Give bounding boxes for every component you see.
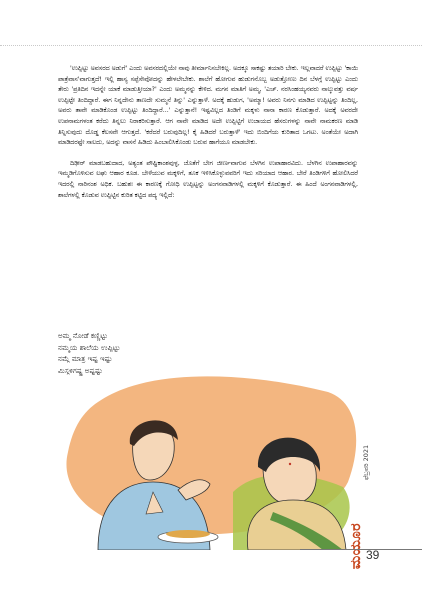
poem-line-4: ಮಿಸ್ಗಳಿಗಷ್ಟ್ರ ಅಷ್ಟಷ್ಟು <box>58 365 103 375</box>
page-number: 39 <box>366 548 380 562</box>
uppittu-food <box>166 530 210 538</box>
paragraph-2: ದಿಢೀರ್ ಮಾಡಬಹುದಾದ, ಅತ್ಯಂತ ಪೌಷ್ಟಿಕಾಂಶವುಳ್ಳ, ಜೊತೆಗೆ ಬೇಗ ಜೀರ್ಣವಾಗುವ ಬೆಳಗಿನ ಉಪಾಹಾರವಿದು. ಬೆಳಗಿನ ಉಪಾಹಾರವನ್ನು ಇಮ್ಮಡಿಗೊಳಿಸುವ ಲಘು ಆಹಾರ ಕೂಡ. ಬೇಳೆಯುವ ಮಕ್ಕಳಿಗೆ, ತೂಕ ಇಳಿಸಿಕೊಳ್ಳುವವರಿಗೆ ಇದು ಸರಿಯಾದ ಆಹಾರ. ಬೇರೆ ತಿಂಡಿಗಳಿಗೆ ಹೋಲಿಸಿದರೆ ಇದರಲ್ಲಿ ನಾರಿನಂಶ ಅಧಿಕ. ಬಹುಶಃ ಈ ಕಾರಣಕ್ಕೆ ಗೋಧಿ ಉಪ್ಪಿಟ್ಟನ್ನು ಅಂಗನವಾಡಿಗಳಲ್ಲಿ ಮಕ್ಕಳಿಗೆ ಕೊಡುತ್ತಾರೆ. ಈ ಹಿಂದೆ ಅಂಗನವಾಡಿಗಳಲ್ಲಿ, ಶಾಲೆಗಳಲ್ಲಿ ಕೊಡುವ ಉಪ್ಪಿಟ್ಟಿನ ಕುರಿತ ಕಟ್ಟಿದ ಪದ್ಯ ಇಲ್ಲಿದೆ: <box>58 159 358 199</box>
poem-line-1: ಅಮ್ಮ ನೋಡೆ ಕಣ್ಣಿಟ್ಟು <box>58 331 108 340</box>
poem-line-2: ನಮ್ಮಯ ಶಾಲೆಯ ಉಪ್ಪಿಟ್ಟು <box>58 342 121 352</box>
issue-date: ಫೆಬ್ರವರಿ 2021 <box>362 444 371 481</box>
mother-son-illustration <box>58 372 358 550</box>
paragraph-1: 'ಉಪ್ಪಿಟ್ಟು ಅವಸರದ ಅಡುಗೆ' ಎಂದು ಅವಸರದಲ್ಲಿಯೇ ನಾವು ತೀರ್ಮಾನಿಸಬೇಕಿಲ್ಲ. ಅದಕ್ಕೂ ಸಾಕಷ್ಟು ತಯಾರಿ ಬೇಕು. ಇಲ್ಲವಾದರೆ ಉಪ್ಪಿಟ್ಟು 'ಕಾಯಿ ಪಾತ್ರೆವಾಸ'ವಾಗುತ್ತದೆ! ಇಲ್ಲಿ ಹಾಸ್ಯ ಸಪ್ಪೆಸೇವೋದನ್ನು ಹೇಳಲೇಬೇಕು. ಶಾಲೆಗೆ ಹೋಗುವ ಹುಡುಗನೊಬ್ಬ ಅಡುತ್ತೋಣು ದಿನ ಬೆಳಗ್ಗೆ ಉಪ್ಪಿಟ್ಟು ಎಂದು ತೇರು 'ಪ್ರತಿದಿನ ಇದನ್ನೇ ಯಾಕೆ ಮಾಡುತ್ತೀಯಾ?' ಎಂದು ಅಮ್ಮನನ್ನು ಕೇಳಿದ. ಮಗನ ಮಾತಿಗೆ ಅಮ್ಮ, 'ಎಚ್. ನರಸಿಂಹಯ್ಯನವರು ನಾಲ್ಕುವತ್ತು ವರ್ಷ ಉಪ್ಪಿಟ್ಟೇ ತಿಂದಿದ್ದಾರೆ. ಈಗ ನಿನ್ನದೇನು ತಾಣದೇ ಸುಮ್ಮನೆ ತಿನ್ನು' ಎನ್ನುತ್ತಾಳೆ. ಅದಕ್ಕೆ ಹುಡುಗ, 'ಅಮ್ಮಾ! ಅವರು ನಿನಗು ಮಾಡಿದ ಉಪ್ಪಿಟ್ಟನ್ನು ತಿಂದಿಲ್ಲ, ಅವರು ತಾವೇ ಮಾಡಿಕೊಂಡ ಉಪ್ಪಿಟ್ಟು ತಿಂದಿದ್ದಾರೆ...' ಎನ್ನುತ್ತಾನೆ! ಇಷ್ಟವಿಲ್ಲದ ತಿಂಡಿಗೆ ಮಕ್ಕಳು ನಾನಾ ಕಾರಣ ಕೊಡುತ್ತಾರೆ. ಅದಕ್ಕೆ ಅವರದೇ ಉಪನಾಮಗಳಂತ ಕರೆದು ತಿನ್ನಲು ನಿರಾಕರಿಸುತ್ತಾರೆ. ಆಗ ನಾವೇ ಮಾಡಿದ ಅದೇ ಉಪ್ಪಿಟ್ಟಿಗೆ ಉಜಾಯದ ಹೆಸರುಗಳನ್ನು ನಾವೇ ನಾಮಕರಣ ಮಾಡಿ ತಿನ್ನಿಸುವುದು ದೊಡ್ಡ ಕೆಲಸವೇ ಆಗುತ್ತದೆ. 'ಕರೆದರೆ ಬರುವುದಿಲ್ಲ! ಕೈ ಹಿಡಿದರೆ ಬರುತ್ತಾಳೆ' ಇದು ಬಿಂದಿಗೆಯ ಕುರಿತಾದ ಒಗಟು. ಅಂತೆಯೇ ಅದಾಗಿ ಮಾಡಿದರಷ್ಟೇ ಸಾಲದು, ಅದನ್ನು ವಾಸನೆ ಹಿಡಿದು ಹಿಂಬಾಲಿಸಿಕೊಂಡು ಬರುವ ಹಾಗೆಯೂ ಮಾಡಬೇಕು. <box>58 65 358 147</box>
poem <box>58 330 218 376</box>
top-dotted-rule <box>0 45 422 46</box>
article-body <box>58 64 358 201</box>
poem-line-3: ನಮ್ಗೆ ಮಾತ್ರ ಇಷ್ಟ ಇಷ್ಟು <box>58 354 113 363</box>
magazine-name: ಮಯೂರ <box>348 522 365 570</box>
footer-rule <box>300 549 422 550</box>
